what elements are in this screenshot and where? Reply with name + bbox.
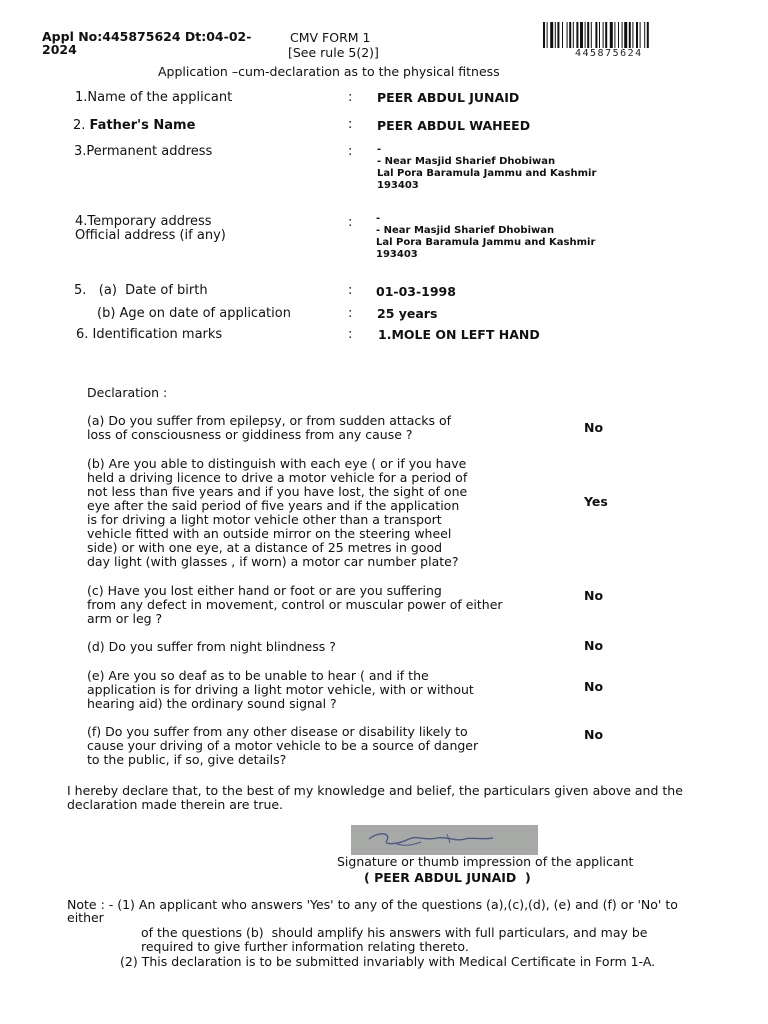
note-line-1-continued: either [67,910,104,925]
father-label-text: Father's Name [89,118,196,133]
father-name-value: PEER ABDUL WAHEED [377,118,531,133]
barcode-icon [543,22,713,48]
question-line: vehicle fitted with an outside mirror on the steering wheel [87,526,452,541]
address-line: Lal Pora Baramula Jammu and Kashmir [376,237,596,248]
answer-f: No [584,727,604,742]
father-label-number: 2. [73,118,86,133]
applicant-name-value: PEER ABDUL JUNAID [377,90,520,105]
question-line: is for driving a light motor vehicle other than a transport [87,512,442,527]
question-line: cause your driving of a motor vehicle to be a source of danger [87,738,479,753]
temporary-address-value [376,213,595,261]
permanent-address-label: 3.Permanent address [74,144,213,159]
address-line: - [377,144,382,155]
question-line: eye after the said period of five years and if the application [87,498,460,513]
dob-value: 01-03-1998 [376,284,456,299]
application-heading: Application –cum-declaration as to the physical fitness [158,64,500,79]
colon: : [348,306,353,321]
question-line: (b) Are you able to distinguish with each eye ( or if you have [87,456,467,471]
address-line: Lal Pora Baramula Jammu and Kashmir [377,168,597,179]
signature-scribble-icon [351,825,538,855]
question-a [87,414,527,442]
address-line: - Near Masjid Sharief Dhobiwan [377,156,556,167]
question-line: application is for driving a light motor vehicle, with or without [87,682,474,697]
colon: : [348,117,353,132]
signatory-name: ( PEER ABDUL JUNAID ) [364,870,531,885]
form-title: CMV FORM 1 [290,30,371,45]
official-label-line: Official address (if any) [75,228,226,243]
note-line-4: (2) This declaration is to be submitted invariably with Medical Certificate in Form 1-A. [120,954,656,969]
question-line: held a driving licence to drive a motor vehicle for a period of [87,470,468,485]
question-line: from any defect in movement, control or muscular power of either [87,597,503,612]
question-line: (e) Are you so deaf as to be unable to hear ( and if the [87,668,429,683]
age-value: 25 years [377,306,438,321]
name-label: 1.Name of the applicant [75,90,233,105]
colon: : [348,283,353,298]
temporary-label-line: 4.Temporary address [75,214,212,229]
question-c [87,584,537,626]
identification-marks-value: 1.MOLE ON LEFT HAND [378,327,540,342]
answer-d: No [584,638,604,653]
colon: : [348,144,353,159]
answer-c: No [584,588,604,603]
question-line: (a) Do you suffer from epilepsy, or from sudden attacks of [87,413,452,428]
question-line: (d) Do you suffer from night blindness ? [87,639,336,654]
signature-image [351,825,538,855]
note-line-1: Note : - (1) An applicant who answers 'Yes' to any of the questions (a),(c),(d), (e) and (f) or 'No' to [67,897,678,912]
question-line: loss of consciousness or giddiness from any cause ? [87,427,413,442]
permanent-address-value [377,144,596,192]
note-line-2: of the questions (b) should amplify his answers with full particulars, and may be [141,925,648,940]
father-name-label [73,118,195,133]
colon: : [348,327,353,342]
question-line: (c) Have you lost either hand or foot or are you suffering [87,583,442,598]
question-d [87,640,527,654]
question-b [87,457,527,569]
colon: : [348,215,353,230]
signature-caption: Signature or thumb impression of the applicant [337,854,634,869]
application-number: Appl No:445875624 Dt:04-02-2024 [42,29,252,57]
declaration-heading: Declaration : [87,385,168,400]
question-line: not less than five years and if you have lost, the sight of one [87,484,468,499]
note-line-3: required to give further information relating thereto. [141,939,469,954]
age-label: (b) Age on date of application [97,306,291,321]
question-line: day light (with glasses , if worn) a motor car number plate? [87,554,459,569]
address-line: - [376,213,381,224]
question-line: (f) Do you suffer from any other disease or disability likely to [87,724,468,739]
question-f [87,725,527,767]
identification-marks-label: 6. Identification marks [76,327,223,342]
question-line: to the public, if so, give details? [87,752,287,767]
answer-b: Yes [584,494,608,509]
question-line: arm or leg ? [87,611,163,626]
barcode-number: 445875624 [575,48,643,59]
answer-a: No [584,420,604,435]
question-line: hearing aid) the ordinary sound signal ? [87,696,337,711]
address-line: 193403 [376,249,418,260]
question-e [87,669,527,711]
answer-e: No [584,679,604,694]
colon: : [348,90,353,105]
dob-label: 5. (a) Date of birth [74,283,208,298]
temporary-address-label [75,215,226,243]
declaration-statement: I hereby declare that, to the best of my knowledge and belief, the particulars given above and the declaration made therein are true. [67,783,683,812]
address-line: - Near Masjid Sharief Dhobiwan [376,225,555,236]
rule-reference: [See rule 5(2)] [288,45,379,60]
question-line: side) or with one eye, at a distance of 25 metres in good [87,540,443,555]
address-line: 193403 [377,180,419,191]
